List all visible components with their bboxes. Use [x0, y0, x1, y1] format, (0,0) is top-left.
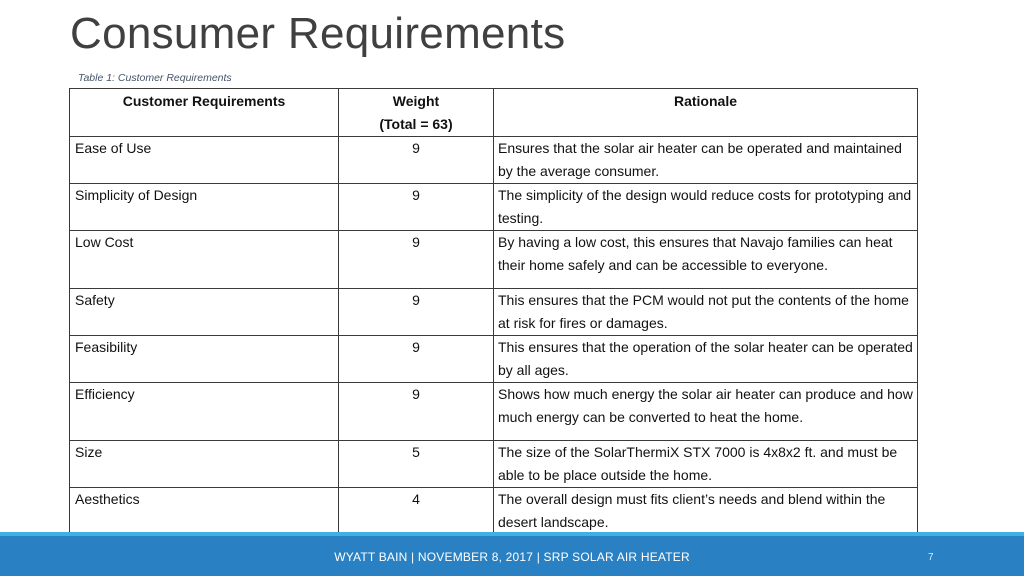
footer-text: WYATT BAIN | NOVEMBER 8, 2017 | SRP SOLAR AIR HEATER	[334, 550, 690, 564]
weight-cell: 9	[339, 336, 494, 383]
weight-cell: 9	[339, 137, 494, 184]
rationale-cell: The size of the SolarThermiX STX 7000 is 4x8x2 ft. and must be able to be place outside the home.	[494, 441, 918, 488]
requirement-cell: Safety	[70, 289, 339, 336]
header-requirement: Customer Requirements	[70, 89, 339, 137]
rationale-cell: Shows how much energy the solar air heater can produce and how much energy can be converted to heat the home.	[494, 383, 918, 441]
weight-cell: 9	[339, 231, 494, 289]
requirement-cell: Aesthetics	[70, 488, 339, 535]
rationale-cell: The simplicity of the design would reduce costs for prototyping and testing.	[494, 184, 918, 231]
header-weight-label: Weight	[392, 93, 440, 109]
rationale-cell: This ensures that the PCM would not put the contents of the home at risk for fires or damages.	[494, 289, 918, 336]
requirement-cell: Simplicity of Design	[70, 184, 339, 231]
requirement-cell: Size	[70, 441, 339, 488]
weight-cell: 9	[339, 289, 494, 336]
page-number: 7	[928, 552, 934, 563]
rationale-cell: By having a low cost, this ensures that Navajo families can heat their home safely and can be accessible to everyone.	[494, 231, 918, 289]
table-row	[70, 137, 918, 184]
slide-title: Consumer Requirements	[70, 9, 566, 58]
rationale-cell: Ensures that the solar air heater can be operated and maintained by the average consumer.	[494, 137, 918, 184]
customer-requirements-table	[69, 88, 918, 535]
header-weight-total: (Total = 63)	[379, 116, 453, 132]
table-row	[70, 441, 918, 488]
header-rationale: Rationale	[494, 89, 918, 137]
table-row	[70, 383, 918, 441]
weight-cell: 9	[339, 184, 494, 231]
table-row	[70, 488, 918, 535]
weight-cell: 9	[339, 383, 494, 441]
table-row	[70, 289, 918, 336]
requirement-cell: Ease of Use	[70, 137, 339, 184]
rationale-cell: This ensures that the operation of the solar heater can be operated by all ages.	[494, 336, 918, 383]
table-row	[70, 184, 918, 231]
requirement-cell: Feasibility	[70, 336, 339, 383]
requirement-cell: Low Cost	[70, 231, 339, 289]
table-caption: Table 1: Customer Requirements	[78, 72, 232, 84]
footer-bar	[0, 532, 1024, 576]
requirement-cell: Efficiency	[70, 383, 339, 441]
table-row	[70, 336, 918, 383]
table-header-row	[70, 89, 918, 137]
rationale-cell: The overall design must fits client’s needs and blend within the desert landscape.	[494, 488, 918, 535]
header-weight	[339, 89, 494, 137]
table-row	[70, 231, 918, 289]
weight-cell: 4	[339, 488, 494, 535]
weight-cell: 5	[339, 441, 494, 488]
